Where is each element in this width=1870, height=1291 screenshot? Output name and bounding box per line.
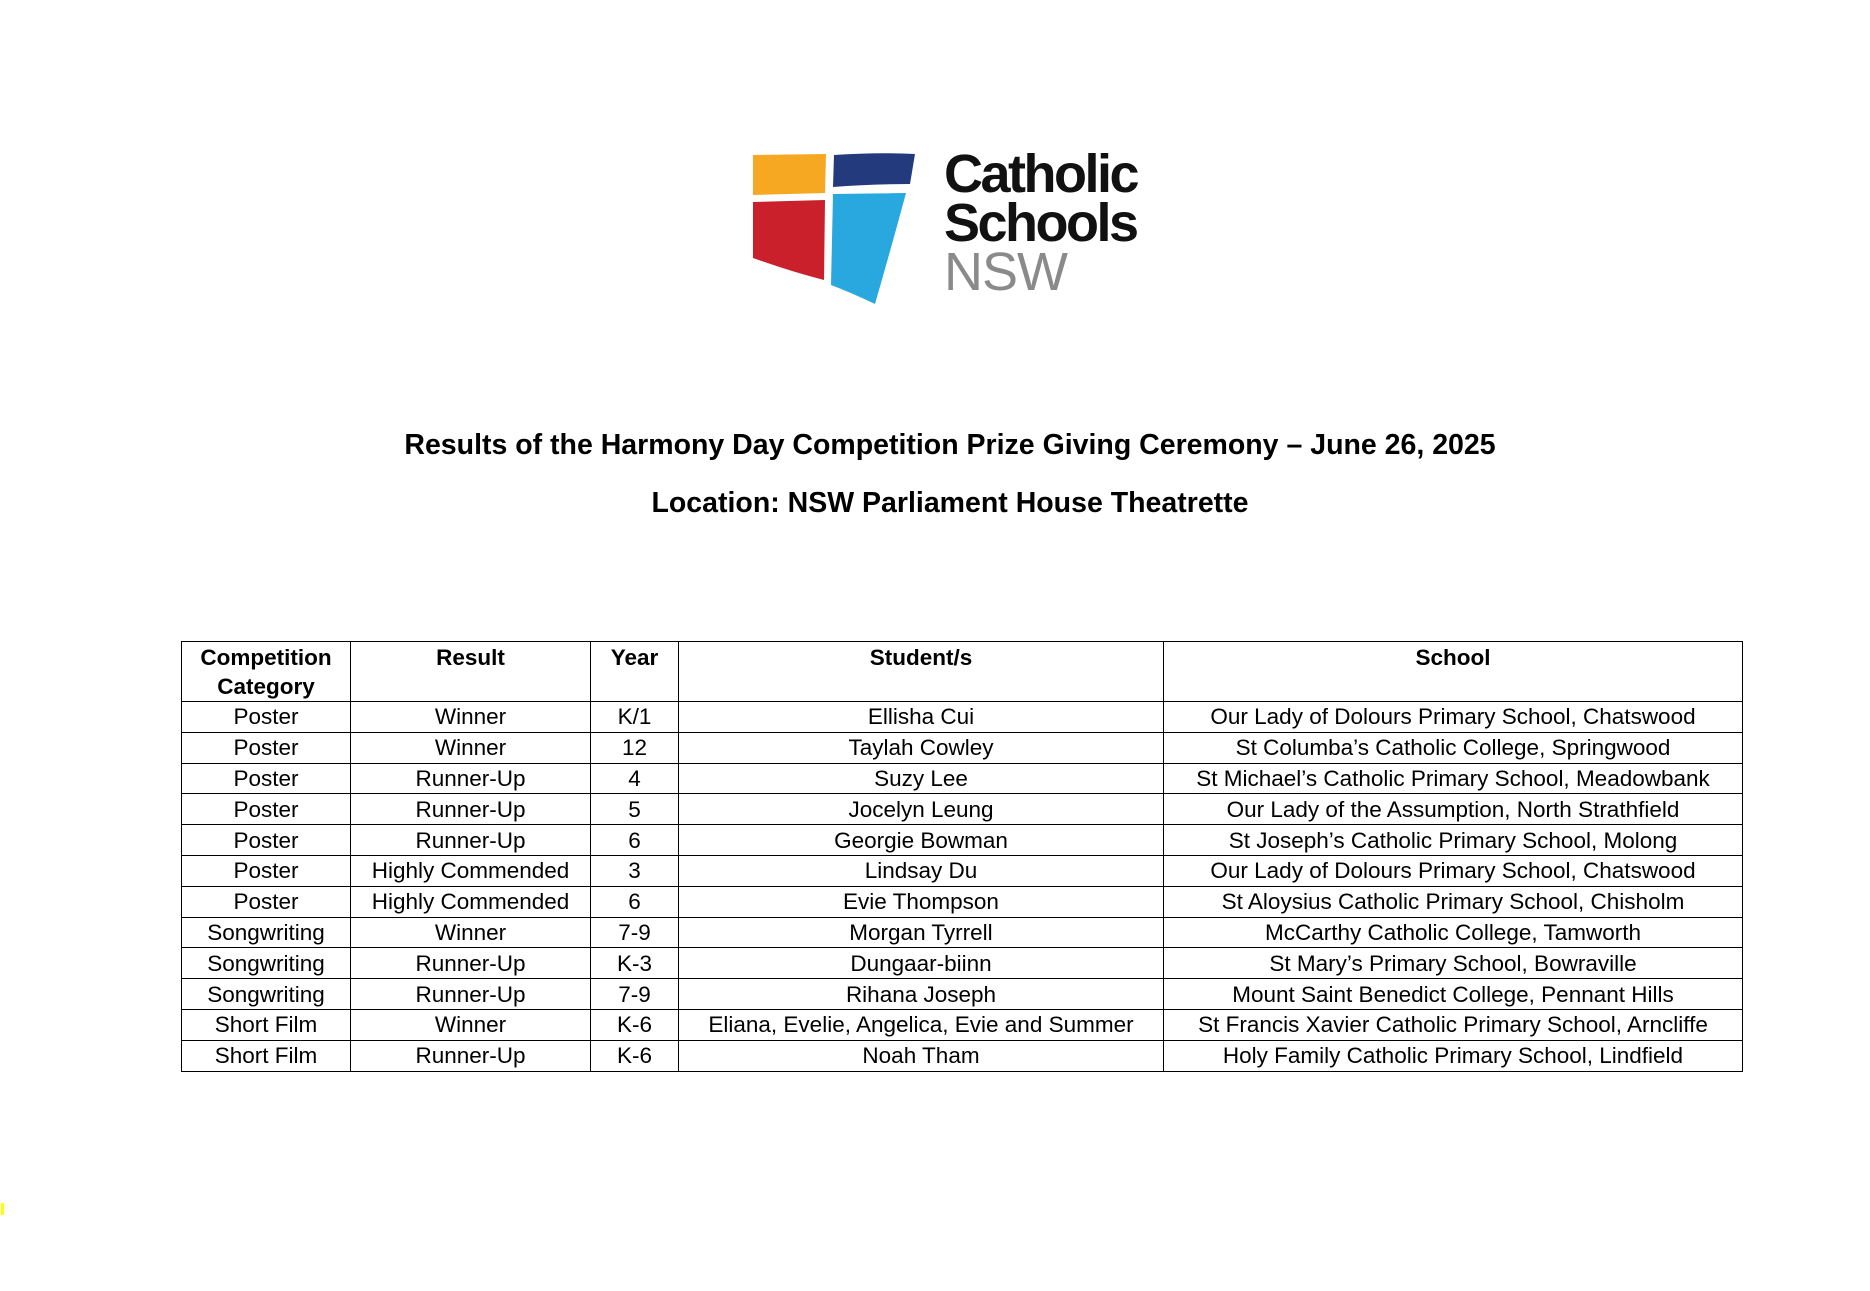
- cell-school: Our Lady of the Assumption, North Strathfield: [1164, 794, 1743, 825]
- table-row: [182, 979, 1743, 1010]
- table-row: [182, 948, 1743, 979]
- cell-category: Songwriting: [182, 948, 351, 979]
- table-row: [182, 794, 1743, 825]
- cell-year: 7-9: [591, 979, 679, 1010]
- cell-school: St Joseph’s Catholic Primary School, Molong: [1164, 825, 1743, 856]
- cell-category: Poster: [182, 702, 351, 733]
- logo-text-catholic: Catholic: [944, 144, 1138, 204]
- cell-year: 7-9: [591, 917, 679, 948]
- cell-year: K-6: [591, 1009, 679, 1040]
- cell-category: Poster: [182, 825, 351, 856]
- cell-year: 5: [591, 794, 679, 825]
- cell-school: St Francis Xavier Catholic Primary School, Arncliffe: [1164, 1009, 1743, 1040]
- table-row: [182, 917, 1743, 948]
- cell-student: Taylah Cowley: [679, 732, 1164, 763]
- cell-result: Runner-Up: [351, 979, 591, 1010]
- header-competition-category: Competition Category: [182, 642, 351, 702]
- cell-result: Runner-Up: [351, 794, 591, 825]
- cell-result: Winner: [351, 917, 591, 948]
- cell-year: K-6: [591, 1040, 679, 1071]
- cell-year: 6: [591, 825, 679, 856]
- cell-school: McCarthy Catholic College, Tamworth: [1164, 917, 1743, 948]
- cell-result: Runner-Up: [351, 763, 591, 794]
- cell-result: Highly Commended: [351, 855, 591, 886]
- logo-text-schools: Schools: [944, 193, 1137, 253]
- cell-school: St Mary’s Primary School, Bowraville: [1164, 948, 1743, 979]
- cell-student: Evie Thompson: [679, 886, 1164, 917]
- table-row: [182, 855, 1743, 886]
- cell-result: Highly Commended: [351, 886, 591, 917]
- logo-cross-icon: [752, 150, 927, 310]
- header-school: School: [1164, 642, 1743, 702]
- header-students: Student/s: [679, 642, 1164, 702]
- cell-category: Poster: [182, 763, 351, 794]
- cell-school: St Columba’s Catholic College, Springwood: [1164, 732, 1743, 763]
- catholic-schools-nsw-logo: [752, 144, 1162, 310]
- table-row: [182, 1040, 1743, 1071]
- logo-text-nsw: NSW: [944, 242, 1067, 302]
- cell-result: Runner-Up: [351, 948, 591, 979]
- cell-student: Noah Tham: [679, 1040, 1164, 1071]
- cell-student: Suzy Lee: [679, 763, 1164, 794]
- cell-category: Songwriting: [182, 917, 351, 948]
- cell-result: Winner: [351, 732, 591, 763]
- cell-category: Songwriting: [182, 979, 351, 1010]
- table-header-row: [182, 642, 1743, 702]
- cell-student: Rihana Joseph: [679, 979, 1164, 1010]
- logo-yellow-square: [753, 154, 826, 195]
- table-row: [182, 1009, 1743, 1040]
- page-title: Results of the Harmony Day Competition Prize Giving Ceremony – June 26, 2025: [404, 429, 1496, 461]
- cell-student: Ellisha Cui: [679, 702, 1164, 733]
- header-result: Result: [351, 642, 591, 702]
- header-year: Year: [591, 642, 679, 702]
- logo-navy-square: [833, 153, 915, 187]
- highlight-marker: [1, 1203, 4, 1215]
- results-table: [181, 641, 1743, 1072]
- cell-school: Our Lady of Dolours Primary School, Chatswood: [1164, 855, 1743, 886]
- cell-category: Poster: [182, 794, 351, 825]
- cell-category: Poster: [182, 855, 351, 886]
- cell-student: Eliana, Evelie, Angelica, Evie and Summer: [679, 1009, 1164, 1040]
- cell-category: Poster: [182, 886, 351, 917]
- table-row: [182, 702, 1743, 733]
- logo-cyan-shape: [831, 193, 906, 304]
- cell-school: Our Lady of Dolours Primary School, Chatswood: [1164, 702, 1743, 733]
- table-row: [182, 763, 1743, 794]
- cell-category: Short Film: [182, 1040, 351, 1071]
- cell-category: Short Film: [182, 1009, 351, 1040]
- cell-school: St Michael’s Catholic Primary School, Meadowbank: [1164, 763, 1743, 794]
- table-row: [182, 886, 1743, 917]
- location-heading: Location: NSW Parliament House Theatrette: [651, 487, 1249, 519]
- cell-year: 4: [591, 763, 679, 794]
- cell-school: Mount Saint Benedict College, Pennant Hills: [1164, 979, 1743, 1010]
- cell-student: Dungaar-biinn: [679, 948, 1164, 979]
- cell-year: 6: [591, 886, 679, 917]
- cell-student: Lindsay Du: [679, 855, 1164, 886]
- cell-result: Runner-Up: [351, 825, 591, 856]
- cell-school: Holy Family Catholic Primary School, Lindfield: [1164, 1040, 1743, 1071]
- table-row: [182, 732, 1743, 763]
- cell-result: Winner: [351, 702, 591, 733]
- cell-result: Runner-Up: [351, 1040, 591, 1071]
- table-row: [182, 825, 1743, 856]
- cell-result: Winner: [351, 1009, 591, 1040]
- cell-student: Georgie Bowman: [679, 825, 1164, 856]
- cell-school: St Aloysius Catholic Primary School, Chisholm: [1164, 886, 1743, 917]
- logo-wordmark: [944, 144, 1138, 302]
- cell-year: K/1: [591, 702, 679, 733]
- logo-red-square: [753, 200, 825, 280]
- cell-student: Morgan Tyrrell: [679, 917, 1164, 948]
- cell-year: 12: [591, 732, 679, 763]
- cell-year: K-3: [591, 948, 679, 979]
- cell-category: Poster: [182, 732, 351, 763]
- cell-year: 3: [591, 855, 679, 886]
- cell-student: Jocelyn Leung: [679, 794, 1164, 825]
